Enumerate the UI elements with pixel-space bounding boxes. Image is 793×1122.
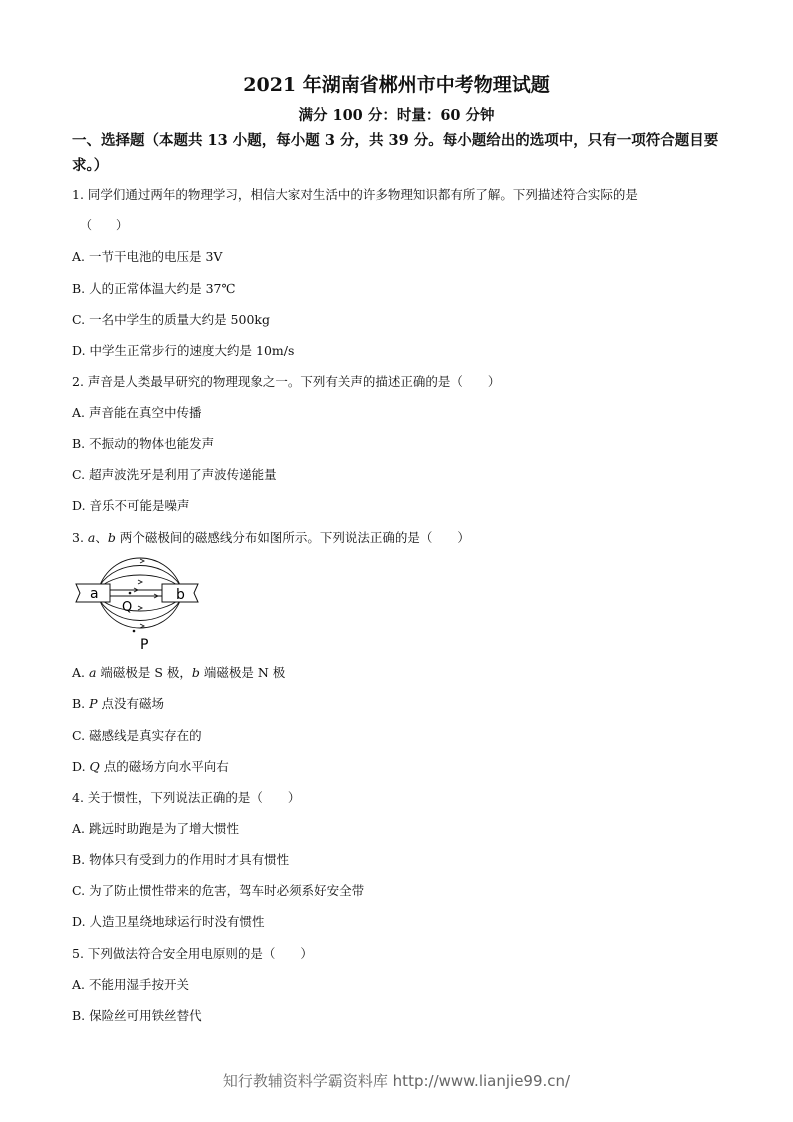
q2-option-d: D. 音乐不可能是噪声 [72, 498, 190, 513]
q3-stem-pre: 3. [72, 530, 88, 545]
q4-option-c: C. 为了防止惯性带来的危害，驾车时必须系好安全带 [72, 883, 365, 898]
exam-subtitle: 满分 100 分：时量：60 分钟 [298, 107, 495, 124]
q3-b-i: P [89, 696, 98, 711]
q4-option-d: D. 人造卫星绕地球运行时没有惯性 [72, 914, 265, 929]
q3-option-a [72, 663, 285, 681]
q5-stem: 5. 下列做法符合安全用电原则的是（ ） [72, 946, 313, 961]
q3-b-post: 点没有磁场 [97, 696, 165, 711]
q3-a-pre: A. [72, 665, 89, 680]
q4-stem: 4. 关于惯性，下列说法正确的是（ ） [72, 790, 301, 805]
q5-option-a: A. 不能用湿手按开关 [72, 977, 189, 992]
q2-stem: 2. 声音是人类最早研究的物理现象之一。下列有关声的描述正确的是（ ） [72, 374, 501, 389]
q3-b-pre: B. [72, 696, 90, 711]
q3-stem-post: 两个磁极间的磁感线分布如图所示。下列说法正确的是（ ） [115, 530, 470, 545]
section-heading: 一、选择题（本题共 13 小题，每小题 3 分，共 39 分。每小题给出的选项中，只有一项符合题目要求。） [72, 132, 719, 174]
point-label-p: P [140, 637, 149, 653]
q3-option-b [72, 694, 164, 712]
q1-option-c: C. 一名中学生的质量大约是 500kg [72, 312, 270, 327]
q2-option-b: B. 不振动的物体也能发声 [72, 436, 215, 451]
q3-a-mid: 端磁极是 S 极， [96, 665, 192, 680]
q3-stem [72, 528, 470, 546]
q2-option-c: C. 超声波洗牙是利用了声波传递能量 [72, 467, 277, 482]
q1-option-d: D. 中学生正常步行的速度大约是 10m/s [72, 343, 295, 358]
magnet-label-a: a [90, 586, 99, 602]
q4-option-b: B. 物体只有受到力的作用时才具有惯性 [72, 852, 290, 867]
q3-stem-b: b [107, 530, 116, 545]
q3-d-i: Q [89, 759, 100, 774]
magnet-label-b: b [176, 587, 185, 603]
q3-a-post: 端磁极是 N 极 [199, 665, 286, 680]
q3-stem-mid: 、 [95, 530, 108, 545]
q1-stem: 1. 同学们通过两年的物理学习，相信大家对生活中的许多物理知识都有所了解。下列描述符合实际的是 [72, 187, 638, 202]
q3-a-i1: a [88, 665, 97, 680]
point-label-q: Q [122, 600, 133, 615]
q3-stem-a: a [87, 530, 96, 545]
magnetic-field-diagram [70, 553, 210, 653]
q4-option-a: A. 跳远时助跑是为了增大惯性 [72, 821, 239, 836]
q1-paren: （ ） [80, 218, 129, 232]
q3-option-d [72, 757, 229, 775]
q2-option-a: A. 声音能在真空中传播 [72, 405, 202, 420]
q3-d-pre: D. [72, 759, 90, 774]
q3-a-i2: b [191, 665, 200, 680]
footer-watermark: 知行教辅资料学霸资料库 http://www.lianjie99.cn/ [222, 1072, 571, 1090]
q3-option-c: C. 磁感线是真实存在的 [72, 728, 202, 743]
q1-option-a: A. 一节干电池的电压是 3V [72, 249, 223, 264]
q5-option-b: B. 保险丝可用铁丝替代 [72, 1008, 202, 1023]
q3-d-post: 点的磁场方向水平向右 [99, 759, 229, 774]
exam-title: 2021 年湖南省郴州市中考物理试题 [243, 74, 550, 96]
q1-option-b: B. 人的正常体温大约是 37℃ [72, 281, 236, 296]
